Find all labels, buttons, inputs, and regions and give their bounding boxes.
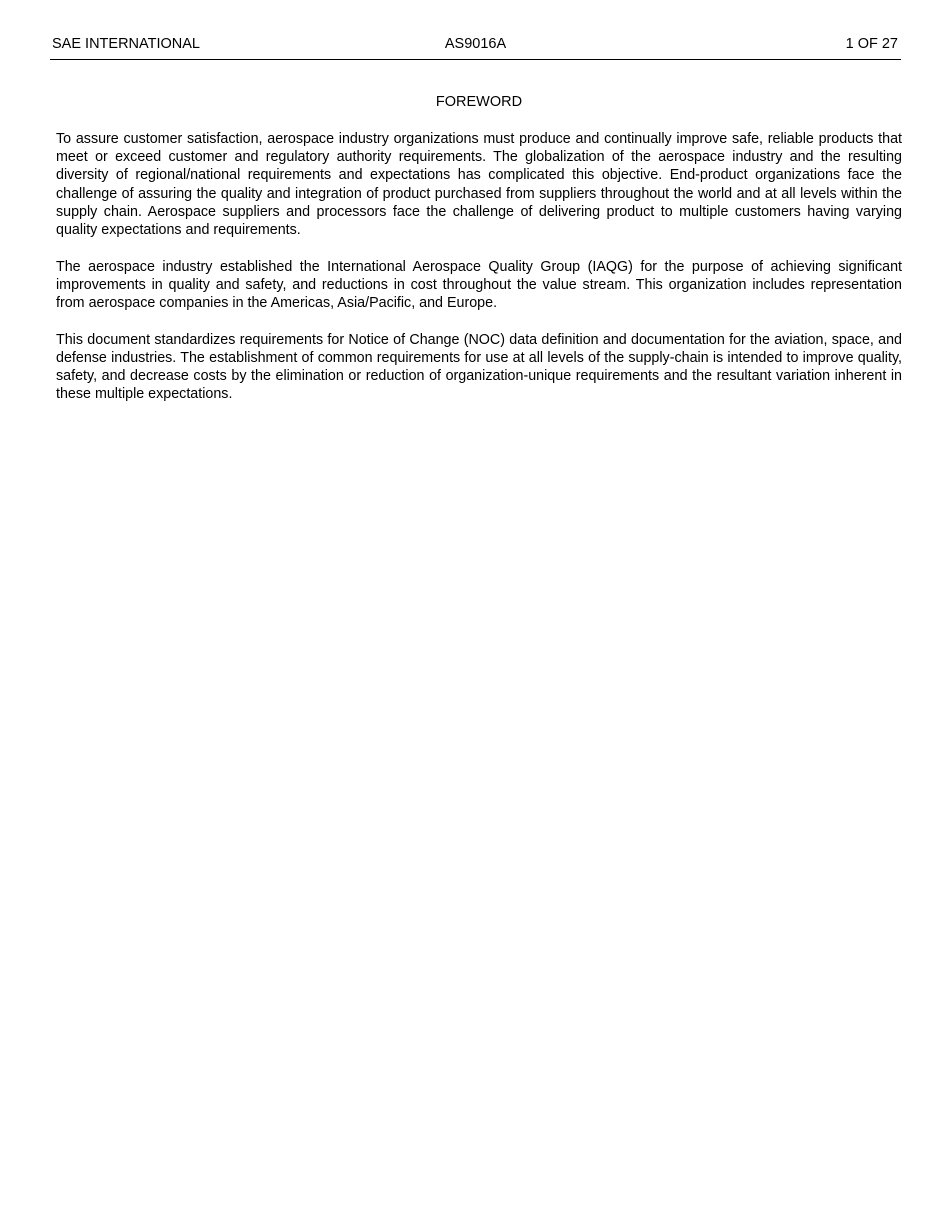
paragraph: This document standardizes requirements for Notice of Change (NOC) data definition and documentation for the aviation, space, and defense industries. The establishment of common requirements for use at all levels of the supply-chain is intended to improve quality, safety, and decrease costs by the elimination or reduction of organization-unique requirements and the resultant variation inherent in these multiple expectations. [56,331,902,403]
paragraph: To assure customer satisfaction, aerospace industry organizations must produce and continually improve safe, reliable products that meet or exceed customer and regulatory authority requirements. The globalization of the aerospace industry and the resulting diversity of regional/national requirements and expectations has complicated this objective. End-product organizations face the challenge of assuring the quality and integration of product purchased from suppliers throughout the world and at all levels within the supply chain. Aerospace suppliers and processors face the challenge of delivering product to multiple customers having varying quality expectations and requirements. [56,131,902,239]
paragraph: The aerospace industry established the International Aerospace Quality Group (IAQG) for the purpose of achieving significant improvements in quality and safety, and reductions in cost throughout the value stream. This organization includes representation from aerospace companies in the Americas, Asia/Pacific, and Europe. [56,258,902,312]
organization-name: SAE INTERNATIONAL [52,36,200,52]
foreword-body [56,130,902,422]
page-indicator: 1 OF 27 [845,36,898,52]
section-title: FOREWORD [435,94,523,110]
page-header [50,36,901,60]
document-id: AS9016A [444,36,507,52]
